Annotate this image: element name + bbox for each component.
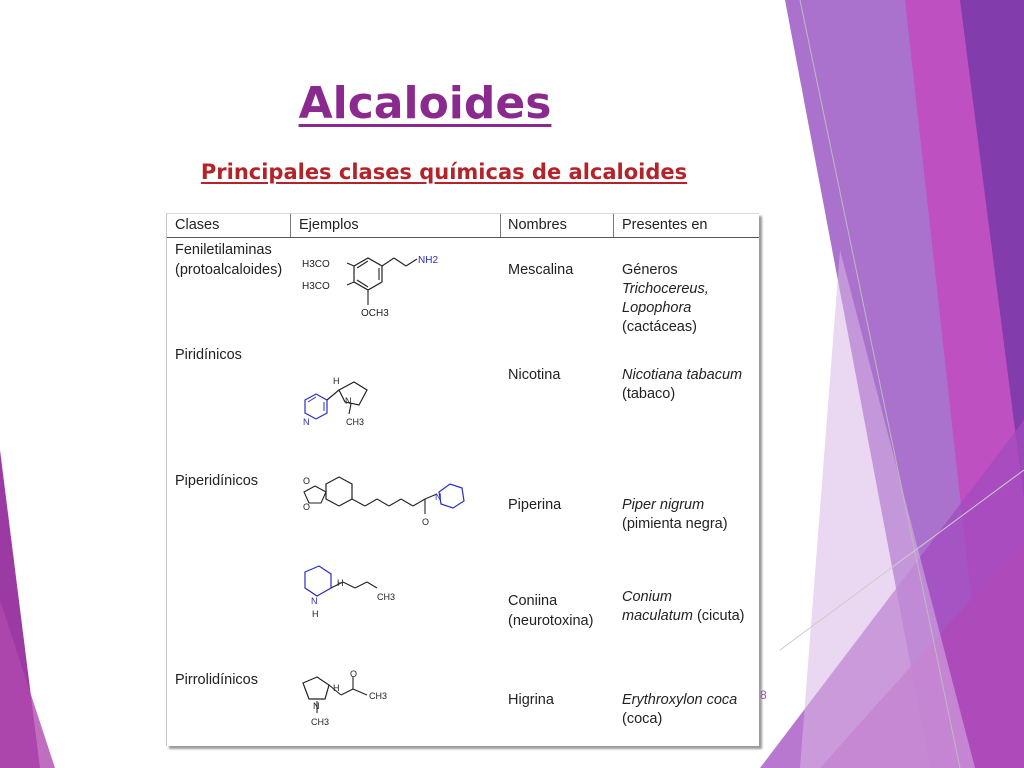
nicotina-ch3: CH3 bbox=[346, 417, 365, 427]
nombre-coniina-neurotoxina: (neurotoxina) bbox=[508, 613, 594, 629]
nombre-mescalina: Mescalina bbox=[508, 262, 574, 278]
presentes-coca: (coca) bbox=[622, 711, 663, 727]
presentes-generos: Géneros bbox=[622, 262, 678, 278]
piperina-o-2: O bbox=[303, 502, 311, 512]
presentes-tabaco: (tabaco) bbox=[622, 386, 676, 402]
coniina-h: H bbox=[337, 578, 344, 588]
slide-subtitle: Principales clases químicas de alcaloides bbox=[200, 160, 688, 184]
clase-feniletilaminas-note: (protoalcaloides) bbox=[175, 262, 283, 278]
higrina-ch3-n: CH3 bbox=[311, 717, 330, 727]
nombre-piperina: Piperina bbox=[508, 497, 562, 513]
presentes-erythroxylon: Erythroxylon coca bbox=[622, 692, 738, 708]
presentes-cactaceas: (cactáceas) bbox=[622, 319, 697, 335]
presentes-maculatum: maculatum bbox=[622, 608, 693, 624]
piperina-structure bbox=[299, 470, 479, 532]
h3co-label-2: H3CO bbox=[302, 281, 330, 292]
nombre-higrina: Higrina bbox=[508, 692, 554, 708]
alkaloid-table-image bbox=[166, 213, 759, 746]
higrina-h: H bbox=[333, 683, 340, 693]
nicotina-n: N bbox=[345, 396, 352, 406]
higrina-ch3-ketone: CH3 bbox=[369, 691, 388, 701]
nombre-coniina: Coniina bbox=[508, 593, 558, 609]
clase-piperidinicos: Piperidínicos bbox=[175, 473, 259, 489]
och3-label: OCH3 bbox=[361, 308, 389, 319]
nicotina-h: H bbox=[333, 376, 340, 386]
slide-page-number: 8 bbox=[760, 688, 767, 702]
clase-piridinicos: Piridínicos bbox=[175, 347, 242, 363]
header-ejemplos: Ejemplos bbox=[299, 217, 359, 233]
header-presentes: Presentes en bbox=[622, 217, 708, 233]
coniina-structure bbox=[299, 564, 409, 624]
header-nombres: Nombres bbox=[508, 217, 567, 233]
presentes-cicuta: (cicuta) bbox=[696, 608, 745, 624]
higrina-o: O bbox=[350, 669, 358, 679]
higrina-n: N bbox=[313, 701, 320, 711]
piperina-n: N bbox=[435, 492, 442, 502]
clase-feniletilaminas: Feniletilaminas bbox=[175, 242, 272, 258]
nombre-nicotina: Nicotina bbox=[508, 367, 561, 383]
header-clases: Clases bbox=[175, 217, 220, 233]
nicotina-structure bbox=[299, 362, 419, 432]
piperina-o-carbonyl: O bbox=[422, 517, 430, 527]
nicotina-n-pyridine: N bbox=[303, 417, 310, 427]
presentes-piper-nigrum: Piper nigrum bbox=[622, 497, 705, 513]
presentes-lopophora: Lopophora bbox=[622, 300, 692, 316]
coniina-nh: H bbox=[312, 609, 319, 619]
h3co-label-1: H3CO bbox=[302, 259, 330, 270]
presentes-conium: Conium bbox=[622, 589, 672, 605]
higrina-structure bbox=[299, 669, 409, 735]
presentes-trichocereus: Trichocereus, bbox=[622, 281, 709, 297]
coniina-n: N bbox=[311, 596, 318, 606]
presentes-nicotiana: Nicotiana tabacum bbox=[622, 367, 743, 383]
presentes-pimienta: (pimienta negra) bbox=[622, 516, 728, 532]
clase-pirrolidinicos: Pirrolidínicos bbox=[175, 672, 258, 688]
piperina-o-1: O bbox=[303, 476, 311, 486]
nh2-label: NH2 bbox=[418, 255, 439, 266]
slide-title: Alcaloides bbox=[298, 78, 552, 129]
mescalina-structure bbox=[299, 250, 459, 326]
coniina-ch3: CH3 bbox=[377, 592, 396, 602]
